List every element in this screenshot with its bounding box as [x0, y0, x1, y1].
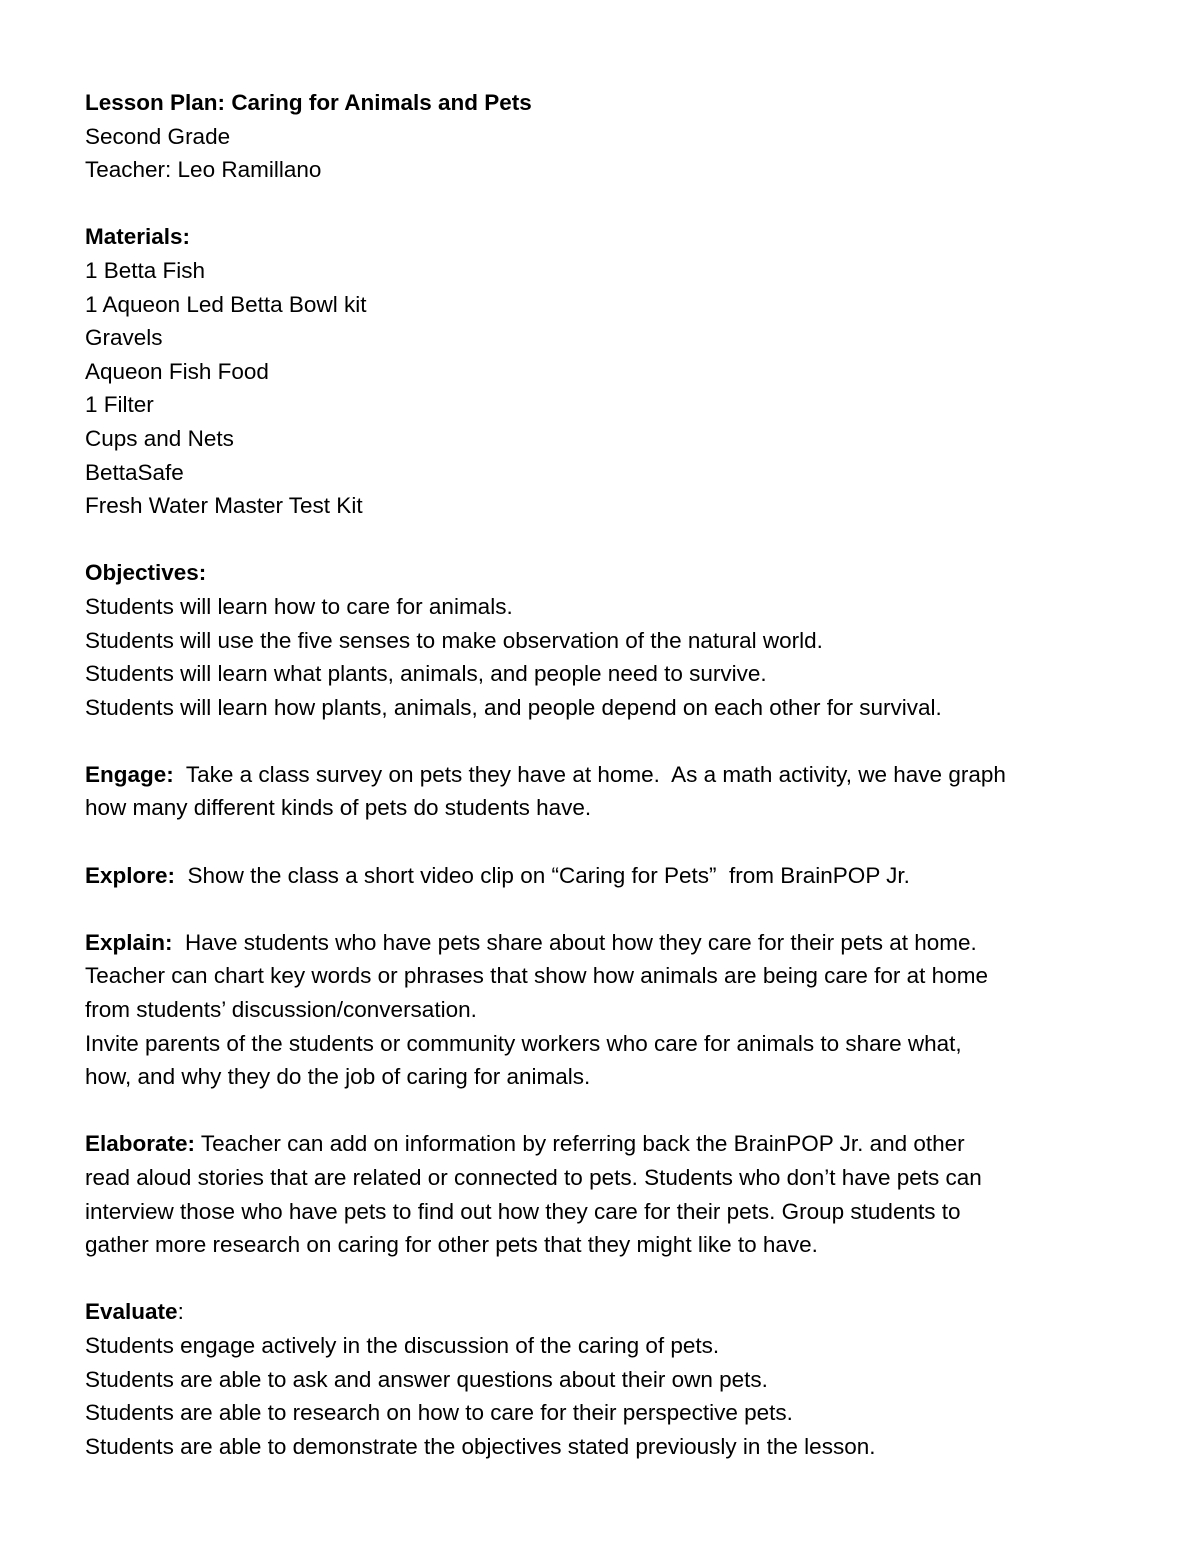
explain-text: Have students who have pets share about how they care for their pets at home. [172, 929, 977, 955]
spacer [85, 724, 1125, 758]
list-item: Fresh Water Master Test Kit [85, 493, 363, 519]
paragraph-line: from students’ discussion/conversation. [85, 997, 477, 1023]
paragraph-line: interview those who have pets to find out how they care for their pets. Group students to [85, 1198, 961, 1224]
spacer [85, 1262, 1125, 1296]
paragraph-line: gather more research on caring for other pets that they might like to have. [85, 1232, 818, 1258]
elaborate-section [85, 1127, 1125, 1261]
evaluate-colon: : [177, 1299, 184, 1325]
title-label: Lesson Plan: [85, 90, 226, 115]
elaborate-label: Elaborate: [85, 1131, 196, 1157]
list-item: Gravels [85, 325, 163, 351]
elaborate-text: Teacher can add on information by referring back the BrainPOP Jr. and other [195, 1131, 965, 1157]
lesson-plan-document [85, 86, 1125, 1463]
materials-heading: Materials: [85, 224, 191, 250]
paragraph-line [85, 859, 1125, 893]
explain-section [85, 926, 1125, 1094]
paragraph-line [85, 926, 1125, 960]
engage-label: Engage: [85, 761, 174, 787]
list-item: Cups and Nets [85, 425, 234, 451]
list-item: 1 Betta Fish [85, 257, 206, 283]
paragraph-line [85, 758, 1125, 792]
title-text: Caring for Animals and Pets [231, 90, 532, 115]
evaluate-list [85, 1329, 1125, 1463]
list-item: Students will use the five senses to make observation of the natural world. [85, 627, 823, 653]
paragraph-line: Invite parents of the students or community workers who care for animals to share what, [85, 1030, 962, 1056]
grade-line: Second Grade [85, 123, 231, 149]
list-item: Students will learn how to care for animals. [85, 593, 513, 619]
evaluate-label: Evaluate [85, 1299, 178, 1325]
explore-text: Show the class a short video clip on “Caring for Pets” from BrainPOP Jr. [175, 862, 910, 888]
list-item: 1 Aqueon Led Betta Bowl kit [85, 291, 367, 317]
paragraph-line: how many different kinds of pets do students have. [85, 795, 592, 821]
spacer [85, 523, 1125, 557]
list-item: Students will learn how plants, animals, and people depend on each other for survival. [85, 694, 942, 720]
list-item: Students are able to ask and answer questions about their own pets. [85, 1366, 768, 1392]
paragraph-line [85, 1127, 1125, 1161]
engage-text: Take a class survey on pets they have at home. As a math activity, we have graph [173, 761, 1006, 787]
materials-list [85, 254, 1125, 523]
list-item: BettaSafe [85, 459, 184, 485]
paragraph-line: how, and why they do the job of caring for animals. [85, 1064, 591, 1090]
paragraph-line: Teacher can chart key words or phrases that show how animals are being care for at home [85, 963, 988, 989]
explore-label: Explore: [85, 862, 176, 888]
document-title [85, 86, 1125, 120]
engage-section [85, 758, 1125, 825]
evaluate-heading [85, 1295, 1125, 1329]
objectives-heading: Objectives: [85, 560, 207, 586]
paragraph-line: read aloud stories that are related or connected to pets. Students who don’t have pets can [85, 1165, 982, 1190]
objectives-list [85, 590, 1125, 724]
list-item: 1 Filter [85, 392, 154, 418]
spacer [85, 187, 1125, 221]
list-item: Students are able to research on how to care for their perspective pets. [85, 1400, 793, 1426]
list-item: Students engage actively in the discussion of the caring of pets. [85, 1332, 720, 1358]
explain-label: Explain: [85, 929, 173, 955]
spacer [85, 892, 1125, 926]
list-item: Aqueon Fish Food [85, 358, 269, 384]
spacer [85, 825, 1125, 859]
teacher-line: Teacher: Leo Ramillano [85, 157, 322, 183]
list-item: Students will learn what plants, animals, and people need to survive. [85, 661, 767, 687]
list-item: Students are able to demonstrate the objectives stated previously in the lesson. [85, 1433, 876, 1459]
explore-section [85, 859, 1125, 893]
spacer [85, 1094, 1125, 1128]
